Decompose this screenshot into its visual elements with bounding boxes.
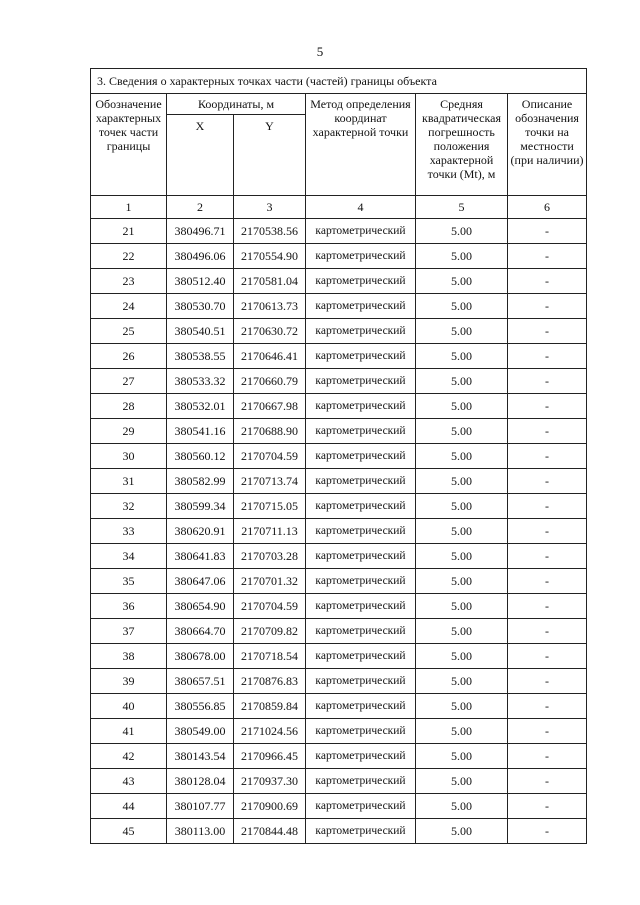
- description-cell: -: [508, 219, 587, 244]
- method-cell: картометрический: [306, 619, 416, 644]
- coord-y-cell: 2170538.56: [234, 219, 306, 244]
- table-row: [91, 719, 587, 744]
- coord-y-cell: 2170966.45: [234, 744, 306, 769]
- method-cell: картометрический: [306, 519, 416, 544]
- coord-y-cell: 2170630.72: [234, 319, 306, 344]
- method-cell: картометрический: [306, 319, 416, 344]
- point-number-cell: 45: [91, 819, 167, 844]
- page-number: 5: [316, 44, 324, 59]
- table-row: [91, 269, 587, 294]
- coord-x-cell: 380654.90: [167, 594, 234, 619]
- error-value-cell: 5.00: [416, 469, 508, 494]
- coord-y-cell: 2170713.74: [234, 469, 306, 494]
- coord-x-cell: 380641.83: [167, 544, 234, 569]
- description-cell: -: [508, 544, 587, 569]
- point-number-cell: 42: [91, 744, 167, 769]
- description-cell: -: [508, 369, 587, 394]
- description-cell: -: [508, 419, 587, 444]
- table-row: [91, 569, 587, 594]
- error-value-cell: 5.00: [416, 444, 508, 469]
- description-cell: -: [508, 469, 587, 494]
- table-row: [91, 319, 587, 344]
- point-number-cell: 38: [91, 644, 167, 669]
- description-cell: -: [508, 319, 587, 344]
- method-cell: картометрический: [306, 669, 416, 694]
- method-cell: картометрический: [306, 244, 416, 269]
- point-number-cell: 41: [91, 719, 167, 744]
- column-number-row: [91, 196, 587, 219]
- point-number-cell: 35: [91, 569, 167, 594]
- error-value-cell: 5.00: [416, 594, 508, 619]
- coord-y-cell: 2170646.41: [234, 344, 306, 369]
- header-point-label: Обозначение характерных точек части границы: [91, 94, 167, 196]
- description-cell: -: [508, 594, 587, 619]
- point-number-cell: 28: [91, 394, 167, 419]
- coord-y-cell: 2170715.05: [234, 494, 306, 519]
- point-number-cell: 43: [91, 769, 167, 794]
- method-cell: картометрический: [306, 569, 416, 594]
- table-row: [91, 769, 587, 794]
- table-row: [91, 394, 587, 419]
- method-cell: картометрический: [306, 269, 416, 294]
- table-row: [91, 794, 587, 819]
- method-cell: картометрический: [306, 419, 416, 444]
- table-row: [91, 819, 587, 844]
- coord-y-cell: 2170660.79: [234, 369, 306, 394]
- method-cell: картометрический: [306, 819, 416, 844]
- point-number-cell: 39: [91, 669, 167, 694]
- coord-y-cell: 2170554.90: [234, 244, 306, 269]
- method-cell: картометрический: [306, 794, 416, 819]
- section-title: 3. Сведения о характерных точках части (частей) границы объекта: [91, 69, 587, 94]
- point-number-cell: 21: [91, 219, 167, 244]
- error-value-cell: 5.00: [416, 644, 508, 669]
- error-value-cell: 5.00: [416, 394, 508, 419]
- description-cell: -: [508, 669, 587, 694]
- error-value-cell: 5.00: [416, 619, 508, 644]
- method-cell: картометрический: [306, 369, 416, 394]
- error-value-cell: 5.00: [416, 694, 508, 719]
- coord-y-cell: 2170581.04: [234, 269, 306, 294]
- point-number-cell: 33: [91, 519, 167, 544]
- error-value-cell: 5.00: [416, 344, 508, 369]
- description-cell: -: [508, 744, 587, 769]
- table-row: [91, 644, 587, 669]
- method-cell: картометрический: [306, 494, 416, 519]
- table-row: [91, 344, 587, 369]
- error-value-cell: 5.00: [416, 819, 508, 844]
- description-cell: -: [508, 444, 587, 469]
- method-cell: картометрический: [306, 744, 416, 769]
- table-row: [91, 469, 587, 494]
- description-cell: -: [508, 794, 587, 819]
- coord-y-cell: 2170859.84: [234, 694, 306, 719]
- description-cell: -: [508, 344, 587, 369]
- description-cell: -: [508, 569, 587, 594]
- error-value-cell: 5.00: [416, 719, 508, 744]
- table-row: [91, 694, 587, 719]
- boundary-points-table: [90, 68, 587, 844]
- coord-y-cell: 2170704.59: [234, 594, 306, 619]
- coord-y-cell: 2170709.82: [234, 619, 306, 644]
- table-row: [91, 244, 587, 269]
- column-number: 5: [416, 196, 508, 219]
- table-row: [91, 519, 587, 544]
- description-cell: -: [508, 244, 587, 269]
- column-number: 1: [91, 196, 167, 219]
- header-error: Средняя квадратическая погрешность положения характерной точки (Mt), м: [416, 94, 508, 196]
- table-row: [91, 544, 587, 569]
- point-number-cell: 34: [91, 544, 167, 569]
- coord-x-cell: 380107.77: [167, 794, 234, 819]
- error-value-cell: 5.00: [416, 319, 508, 344]
- method-cell: картометрический: [306, 719, 416, 744]
- coord-y-cell: 2171024.56: [234, 719, 306, 744]
- header-x: X: [167, 115, 234, 196]
- coord-x-cell: 380541.16: [167, 419, 234, 444]
- method-cell: картометрический: [306, 769, 416, 794]
- coord-y-cell: 2170718.54: [234, 644, 306, 669]
- column-number: 3: [234, 196, 306, 219]
- coord-y-cell: 2170876.83: [234, 669, 306, 694]
- description-cell: -: [508, 269, 587, 294]
- table-row: [91, 494, 587, 519]
- error-value-cell: 5.00: [416, 369, 508, 394]
- coord-x-cell: 380549.00: [167, 719, 234, 744]
- coord-x-cell: 380647.06: [167, 569, 234, 594]
- method-cell: картометрический: [306, 544, 416, 569]
- coord-x-cell: 380664.70: [167, 619, 234, 644]
- coord-x-cell: 380538.55: [167, 344, 234, 369]
- coord-x-cell: 380560.12: [167, 444, 234, 469]
- coord-x-cell: 380113.00: [167, 819, 234, 844]
- coord-y-cell: 2170701.32: [234, 569, 306, 594]
- coord-x-cell: 380582.99: [167, 469, 234, 494]
- table-row: [91, 219, 587, 244]
- method-cell: картометрический: [306, 444, 416, 469]
- error-value-cell: 5.00: [416, 219, 508, 244]
- table-row: [91, 444, 587, 469]
- coord-y-cell: 2170844.48: [234, 819, 306, 844]
- error-value-cell: 5.00: [416, 419, 508, 444]
- error-value-cell: 5.00: [416, 244, 508, 269]
- point-number-cell: 22: [91, 244, 167, 269]
- header-y: Y: [234, 115, 306, 196]
- coord-x-cell: 380530.70: [167, 294, 234, 319]
- method-cell: картометрический: [306, 694, 416, 719]
- point-number-cell: 25: [91, 319, 167, 344]
- coord-y-cell: 2170688.90: [234, 419, 306, 444]
- coord-y-cell: 2170711.13: [234, 519, 306, 544]
- error-value-cell: 5.00: [416, 519, 508, 544]
- coord-x-cell: 380678.00: [167, 644, 234, 669]
- point-number-cell: 26: [91, 344, 167, 369]
- column-number: 4: [306, 196, 416, 219]
- error-value-cell: 5.00: [416, 744, 508, 769]
- column-number: 6: [508, 196, 587, 219]
- coord-y-cell: 2170937.30: [234, 769, 306, 794]
- description-cell: -: [508, 819, 587, 844]
- error-value-cell: 5.00: [416, 294, 508, 319]
- table-row: [91, 294, 587, 319]
- coord-x-cell: 380496.71: [167, 219, 234, 244]
- description-cell: -: [508, 494, 587, 519]
- table-row: [91, 669, 587, 694]
- point-number-cell: 32: [91, 494, 167, 519]
- point-number-cell: 23: [91, 269, 167, 294]
- coord-x-cell: 380599.34: [167, 494, 234, 519]
- description-cell: -: [508, 394, 587, 419]
- point-number-cell: 40: [91, 694, 167, 719]
- coord-x-cell: 380532.01: [167, 394, 234, 419]
- coord-y-cell: 2170703.28: [234, 544, 306, 569]
- coord-y-cell: 2170900.69: [234, 794, 306, 819]
- method-cell: картометрический: [306, 469, 416, 494]
- header-coordinates: Координаты, м: [167, 94, 306, 115]
- point-number-cell: 29: [91, 419, 167, 444]
- coord-x-cell: 380533.32: [167, 369, 234, 394]
- description-cell: -: [508, 619, 587, 644]
- description-cell: -: [508, 694, 587, 719]
- description-cell: -: [508, 719, 587, 744]
- coord-y-cell: 2170704.59: [234, 444, 306, 469]
- coord-x-cell: 380657.51: [167, 669, 234, 694]
- method-cell: картометрический: [306, 344, 416, 369]
- error-value-cell: 5.00: [416, 544, 508, 569]
- point-number-cell: 31: [91, 469, 167, 494]
- method-cell: картометрический: [306, 394, 416, 419]
- method-cell: картометрический: [306, 219, 416, 244]
- coord-x-cell: 380512.40: [167, 269, 234, 294]
- error-value-cell: 5.00: [416, 669, 508, 694]
- point-number-cell: 30: [91, 444, 167, 469]
- description-cell: -: [508, 769, 587, 794]
- method-cell: картометрический: [306, 294, 416, 319]
- point-number-cell: 24: [91, 294, 167, 319]
- column-number: 2: [167, 196, 234, 219]
- coord-y-cell: 2170667.98: [234, 394, 306, 419]
- method-cell: картометрический: [306, 644, 416, 669]
- coord-x-cell: 380143.54: [167, 744, 234, 769]
- point-number-cell: 36: [91, 594, 167, 619]
- coord-x-cell: 380540.51: [167, 319, 234, 344]
- table-row: [91, 594, 587, 619]
- point-number-cell: 27: [91, 369, 167, 394]
- description-cell: -: [508, 294, 587, 319]
- table-row: [91, 619, 587, 644]
- coord-y-cell: 2170613.73: [234, 294, 306, 319]
- error-value-cell: 5.00: [416, 769, 508, 794]
- error-value-cell: 5.00: [416, 494, 508, 519]
- point-number-cell: 37: [91, 619, 167, 644]
- error-value-cell: 5.00: [416, 569, 508, 594]
- table-row: [91, 744, 587, 769]
- coord-x-cell: 380620.91: [167, 519, 234, 544]
- coord-x-cell: 380496.06: [167, 244, 234, 269]
- coord-x-cell: 380128.04: [167, 769, 234, 794]
- table-row: [91, 369, 587, 394]
- point-number-cell: 44: [91, 794, 167, 819]
- description-cell: -: [508, 519, 587, 544]
- error-value-cell: 5.00: [416, 269, 508, 294]
- header-description: Описание обозначения точки на местности (при наличии): [508, 94, 587, 196]
- method-cell: картометрический: [306, 594, 416, 619]
- coord-x-cell: 380556.85: [167, 694, 234, 719]
- header-method: Метод определения координат характерной точки: [306, 94, 416, 196]
- table-row: [91, 419, 587, 444]
- error-value-cell: 5.00: [416, 794, 508, 819]
- description-cell: -: [508, 644, 587, 669]
